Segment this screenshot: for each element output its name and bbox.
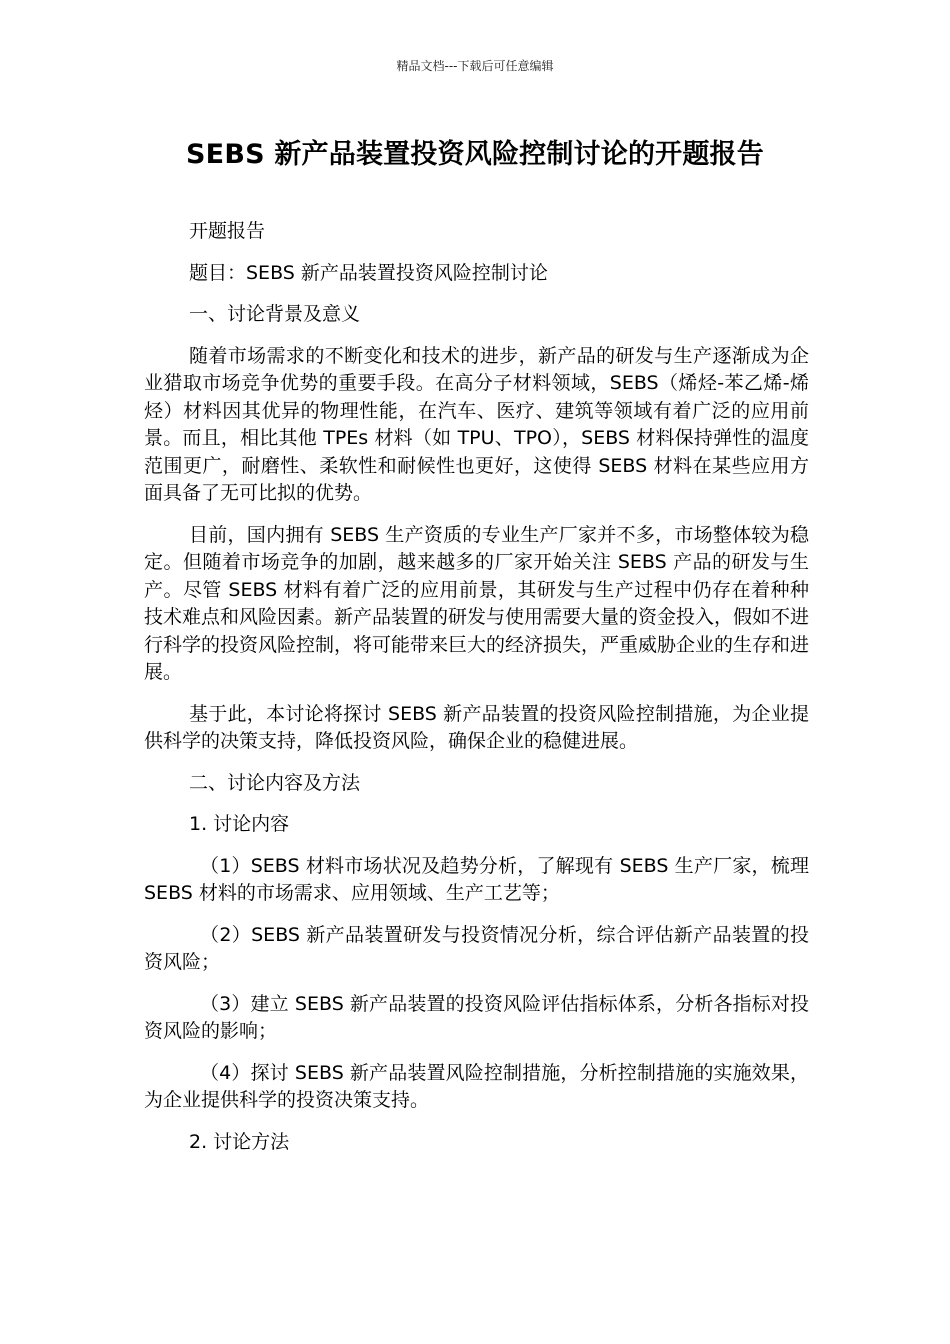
topic-paragraph: 题目：SEBS 新产品装置投资风险控制讨论 — [189, 261, 548, 284]
subsection-heading: 2. 讨论方法 — [189, 1130, 290, 1153]
list-item: （1）SEBS 材料市场状况及趋势分析，了解现有 SEBS 生产厂家，梳理 SEBS 材料的市场需求、应用领域、生产工艺等； — [144, 854, 809, 904]
body-paragraph: 目前，国内拥有 SEBS 生产资质的专业生产厂家并不多，市场整体较为稳定。但随着市场竞争的加剧，越来越多的厂家开始关注 SEBS 产品的研发与生产。尽管 SEBS 材料有着广泛的应用前景，其研发与生产过程中仍存在着种种技术难点和风险因素。新产品装置的研发与使用需要大量的资金投入，假如不进行科学的投资风险控制，将可能带来巨大的经济损失，严重威胁企业的生存和进展。 — [144, 523, 810, 683]
section-heading: 二、讨论内容及方法 — [189, 771, 361, 794]
body-paragraph: 随着市场需求的不断变化和技术的进步，新产品的研发与生产逐渐成为企业猎取市场竞争优势的重要手段。在高分子材料领域，SEBS（烯烃-苯乙烯-烯烃）材料因其优异的物理性能，在汽车、医疗、建筑等领域有着广泛的应用前景。而且，相比其他 TPEs 材料（如 TPU、TPO），SEBS 材料保持弹性的温度范围更广，耐磨性、柔软性和耐候性也更好，这使得 SEBS 材料在某些应用方面具备了无可比拟的优势。 — [144, 344, 809, 504]
body-paragraph: 基于此，本讨论将探讨 SEBS 新产品装置的投资风险控制措施，为企业提供科学的决策支持，降低投资风险，确保企业的稳健进展。 — [144, 702, 809, 752]
subsection-heading: 1. 讨论内容 — [189, 813, 290, 835]
document-body — [144, 218, 809, 1170]
section-heading: 一、讨论背景及意义 — [189, 303, 361, 325]
list-item: （2）SEBS 新产品装置研发与投资情况分析，综合评估新产品装置的投资风险； — [144, 923, 809, 973]
subtitle-paragraph: 开题报告 — [189, 220, 266, 242]
header-note: 精品文档---下载后可任意编辑 — [396, 59, 554, 73]
list-item: （4）探讨 SEBS 新产品装置风险控制措施，分析控制措施的实施效果，为企业提供科学的投资决策支持。 — [144, 1061, 809, 1111]
document-title: SEBS 新产品装置投资风险控制讨论的开题报告 — [186, 139, 764, 170]
list-item: （3）建立 SEBS 新产品装置的投资风险评估指标体系，分析各指标对投资风险的影响； — [144, 992, 809, 1042]
